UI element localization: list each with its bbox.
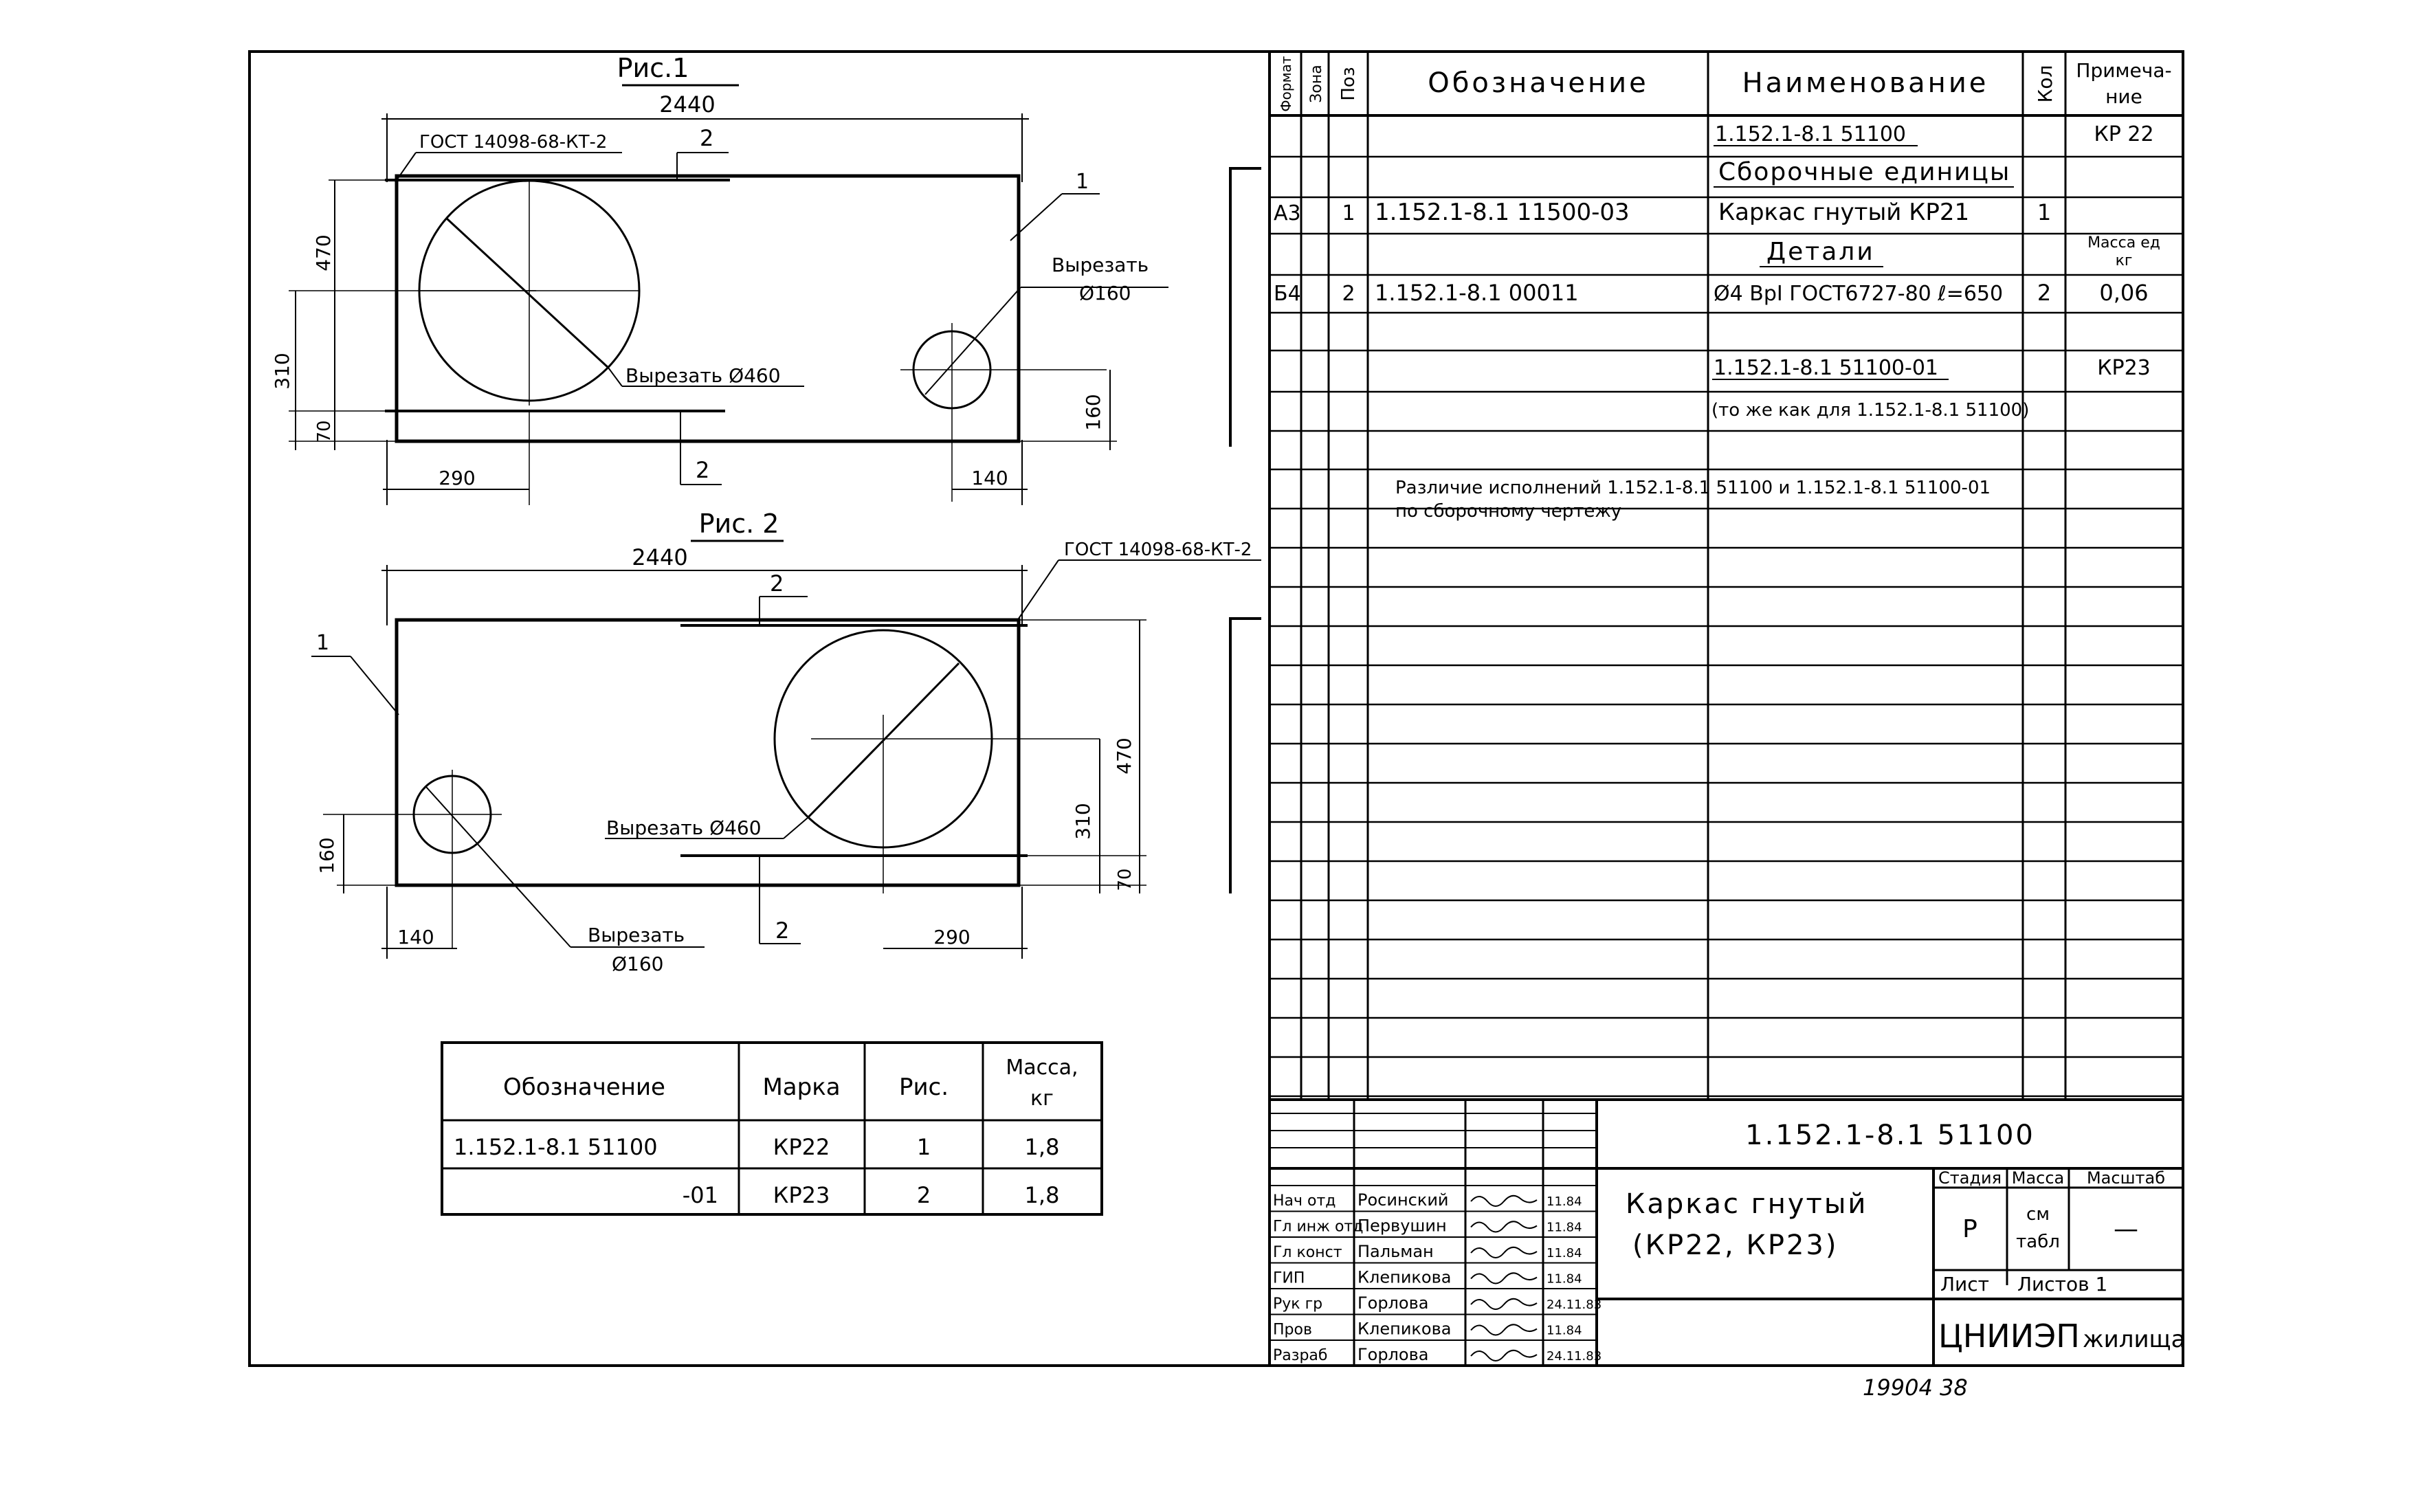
spec-row3-format: А3 [1274,201,1301,225]
title-block-title-1: Каркас гнутый [1626,1188,1868,1220]
signer-name: Первушин [1357,1216,1447,1236]
fig1-title: Рис.1 [617,53,689,83]
fold-mark [1230,168,1261,447]
title-block-stage: Р [1962,1215,1977,1243]
spec-header-note-1: Примеча- [2076,59,2172,82]
signature [1471,1247,1537,1258]
spec-header-qty: Кол [2034,65,2057,103]
mass-table-header-fig: Рис. [898,1074,949,1101]
signer-role: Разраб [1273,1347,1328,1364]
fig1-pos1: 1 [1076,170,1089,194]
archive-number: 19904 38 [1863,1375,1968,1401]
title-block-sheet-label: Лист [1940,1273,1989,1296]
fig1-pos2-top: 2 [700,125,714,151]
signer-role: ГИП [1273,1269,1305,1287]
signature [1471,1273,1537,1283]
title-block-scale: — [2114,1215,2138,1243]
title-block-stage-label: Стадия [1938,1168,2002,1188]
spec-row1-note: КР 22 [2094,122,2154,146]
fig2-dim-total: 2440 [632,544,688,570]
spec-header-format: Формат [1278,56,1294,112]
spec-table [1270,52,2183,1100]
spec-row5-format: Б4 [1274,282,1301,306]
signer-date: 24.11.83 [1547,1349,1602,1364]
signer-role: Пров [1273,1321,1312,1339]
fig1-pos2-bottom: 2 [696,457,710,483]
fig1-gost-label: ГОСТ 14098-68-КТ-2 [419,132,608,153]
spec-row2-name: Сборочные единицы [1718,158,2011,186]
spec-row5-qty: 2 [2037,280,2052,306]
title-block-mass-label: Масса [2011,1168,2065,1188]
title-block-mass-2: табл [2016,1232,2060,1252]
title-block-org-1: ЦНИИЭП [1938,1318,2080,1355]
spec-row8-text-2: по сборочному чертежу [1395,501,1622,522]
spec-row5-pos: 2 [1342,282,1355,306]
spec-row3-pos: 1 [1342,201,1355,225]
mass-table-cell: -01 [682,1182,718,1208]
spec-row1-name: 1.152.1-8.1 51100 [1715,122,1907,146]
fig2-frame [397,620,1019,885]
signature [1471,1299,1537,1309]
mass-table-cell: 1,8 [1024,1182,1060,1208]
signer-role: Гл инж отд [1273,1218,1364,1236]
signature [1471,1350,1537,1361]
signature [1471,1196,1537,1206]
fig1-cut-small-1: Вырезать [1052,254,1149,276]
signer-date: 11.84 [1547,1271,1582,1287]
spec-row3-designation: 1.152.1-8.1 11500-03 [1375,199,1630,226]
signature [1471,1324,1537,1335]
fig2-dim-310: 310 [1072,803,1094,840]
signer-date: 11.84 [1547,1323,1582,1338]
fig2-title: Рис. 2 [698,509,779,539]
fig2-dim-140: 140 [397,926,434,948]
spec-row4-note-1: Масса ед [2087,234,2160,252]
fig1-frame [397,176,1019,441]
title-block [1270,1100,2185,1366]
spec-row6-note: КР23 [2097,356,2151,380]
spec-row3-qty: 1 [2037,199,2052,225]
title-block-sheets-label: Листов 1 [2017,1273,2108,1296]
title-block-code: 1.152.1-8.1 51100 [1745,1120,2035,1151]
spec-row5-note: 0,06 [2099,280,2149,306]
fig1-dim-160: 160 [1082,394,1105,431]
mass-table-cell: 1,8 [1024,1134,1060,1160]
mass-table-cell: 1 [916,1134,931,1160]
signer-name: Клепикова [1357,1319,1452,1339]
spec-header-pos: Поз [1338,67,1359,101]
mass-table-cell: 1.152.1-8.1 51100 [454,1134,658,1160]
title-block-org-2: жилища [2083,1326,2186,1353]
spec-header-name: Наименование [1742,67,1989,99]
mass-table-header-mark: Марка [762,1074,841,1101]
signer-name: Клепикова [1357,1267,1452,1287]
spec-row4-name: Детали [1766,238,1875,266]
signer-name: Горлова [1357,1293,1429,1313]
fig2-dim-160: 160 [315,837,338,874]
fig1-cut-big: Вырезать Ø460 [625,364,781,387]
spec-row3-name: Каркас гнутый КР21 [1718,199,1970,226]
title-block-signers [1273,1190,1602,1364]
fig1-dim-470: 470 [312,234,335,271]
mass-table-cell: 2 [916,1182,931,1208]
fig1-dim-70: 70 [314,420,335,443]
mass-table-header-designation: Обозначение [503,1074,665,1101]
fig2-gost-label: ГОСТ 14098-68-КТ-2 [1064,540,1252,560]
signer-name: Горлова [1357,1345,1429,1364]
spec-header-note-2: ние [2105,85,2142,108]
signer-role: Рук гр [1273,1296,1323,1313]
fig1-dim-total: 2440 [659,91,716,118]
fold-mark [1230,619,1261,893]
signature [1471,1221,1537,1232]
signer-date: 11.84 [1547,1194,1582,1209]
fig1-dim-310: 310 [271,353,293,390]
fig2-pos1: 1 [316,631,330,655]
fig1-dim-140: 140 [971,467,1008,489]
spec-row7-name: (то же как для 1.152.1-8.1 51100) [1711,400,2030,421]
spec-row5-name: Ø4 ВрI ГОСТ6727-80 ℓ=650 [1714,282,2004,306]
signer-name: Пальман [1357,1242,1434,1261]
mass-table-cell: КР22 [773,1134,830,1160]
signer-role: Нач отд [1273,1192,1336,1210]
mass-table-header-mass: Масса, [1006,1056,1078,1080]
spec-header-designation: Обозначение [1428,67,1649,99]
mass-table-cell: КР23 [773,1182,830,1208]
spec-row6-name: 1.152.1-8.1 51100-01 [1714,356,1939,380]
title-block-scale-label: Масштаб [2086,1168,2166,1188]
signer-date: 11.84 [1547,1220,1582,1235]
fig1-dim-290: 290 [439,467,476,489]
signer-date: 11.84 [1547,1246,1582,1260]
spec-header-zone: Зона [1308,65,1325,103]
figure-2 [311,509,1261,975]
spec-row4-note-2: кг [2115,252,2133,269]
fig2-cut-small-1: Вырезать [588,924,685,946]
fig2-cut-small-2: Ø160 [612,953,664,975]
signer-name: Росинский [1357,1190,1449,1210]
mass-table-header-kg: кг [1030,1087,1054,1111]
title-block-mass-1: см [2026,1204,2050,1225]
fig2-pos2-top: 2 [770,570,784,597]
figure-1 [271,53,1168,505]
fig2-pos2-bottom: 2 [775,918,790,944]
fig2-dim-470: 470 [1113,737,1135,775]
title-block-title-2: (КР22, КР23) [1632,1230,1839,1261]
fig2-cut-big: Вырезать Ø460 [606,816,762,839]
signer-role: Гл конст [1273,1244,1342,1261]
fig2-dim-290: 290 [933,926,971,948]
mass-table [442,1043,1102,1214]
signer-date: 24.11.83 [1547,1298,1602,1312]
spec-row5-designation: 1.152.1-8.1 00011 [1375,280,1579,306]
fig1-cut-small-2: Ø160 [1079,282,1131,304]
spec-row8-text-1: Различие исполнений 1.152.1-8.1 51100 и 1.152.1-8.1 51100-01 [1395,478,1991,498]
fig2-dim-70: 70 [1115,868,1135,891]
